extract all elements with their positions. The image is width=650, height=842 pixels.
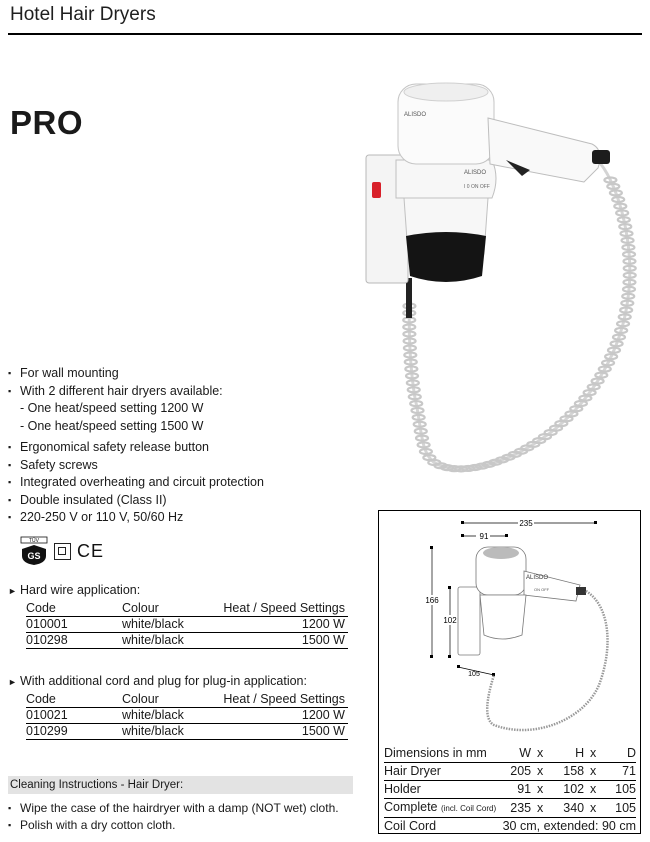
cleaning-item: ▪ Polish with a dry cotton cloth. (8, 817, 356, 834)
row-x: x (531, 781, 549, 799)
plug-in-heading (8, 674, 307, 688)
product-name: PRO (10, 104, 84, 141)
drawing-switch-text: ON OFF (534, 587, 550, 592)
arrow-icon: ► (8, 586, 17, 596)
dimension-drawing (414, 515, 636, 745)
photo-brand-mid: ALISDO (464, 170, 487, 176)
row-d: 105 (602, 799, 636, 818)
black-nozzle (406, 232, 486, 282)
hard-wire-table (26, 601, 348, 649)
code-cell: 010001 (26, 617, 122, 633)
feature-variant: - One heat/speed setting 1500 W (20, 418, 204, 433)
table-row (26, 617, 348, 633)
code-cell: 010298 (26, 633, 122, 649)
dimensions-header-row (384, 745, 636, 763)
header-x: x (531, 745, 549, 763)
plug-in-table (26, 692, 348, 740)
column-header: Colour (122, 692, 222, 708)
power-cell: 1200 W (222, 617, 348, 633)
feature-item: ▪ Integrated overheating and circuit protection (8, 474, 363, 492)
colour-cell: white/black (122, 708, 222, 724)
row-w: 235 (496, 799, 531, 818)
ce-mark-icon: CE (77, 540, 105, 561)
feature-item: ▪ Safety screws (8, 457, 363, 475)
cord-stub (406, 278, 412, 318)
feature-list (8, 365, 363, 527)
dim-depth: 105 (468, 671, 480, 678)
header-h: H (549, 745, 584, 763)
row-label: Holder (384, 781, 496, 799)
feature-item: ▪ 220-250 V or 110 V, 50/60 Hz (8, 509, 363, 527)
product-photo (360, 78, 645, 490)
photo-brand-top: ALISDO (404, 112, 427, 118)
header-divider (8, 33, 642, 35)
power-cell: 1500 W (222, 724, 348, 740)
column-header: Heat / Speed Settings (222, 601, 348, 617)
cleaning-item: ▪ Wipe the case of the hairdryer with a damp (NOT wet) cloth. (8, 800, 356, 817)
coil-value: 30 cm, extended: 90 cm (502, 819, 636, 833)
coil-cord-row (384, 818, 636, 836)
dim-height-holder: 102 (443, 616, 457, 625)
table-row (26, 633, 348, 649)
row-label-text: Complete (384, 800, 438, 814)
code-cell: 010299 (26, 724, 122, 740)
row-h: 158 (549, 763, 584, 781)
class-ii-icon (54, 543, 71, 560)
drawing-brand: ALISDO (526, 575, 549, 581)
feature-variant: - One heat/speed setting 1200 W (20, 401, 204, 415)
row-label: Hair Dryer (384, 763, 496, 781)
red-switch (372, 182, 381, 198)
row-x: x (531, 763, 549, 781)
feature-item: ▪ Double insulated (Class II) (8, 492, 363, 510)
hard-wire-heading-text: Hard wire application: (20, 583, 141, 597)
row-w: 205 (496, 763, 531, 781)
colour-cell: white/black (122, 633, 222, 649)
dim-width-total: 235 (519, 519, 533, 528)
row-w: 91 (496, 781, 531, 799)
cleaning-title: Cleaning Instructions - Hair Dryer: (8, 776, 353, 794)
svg-text:TÜV: TÜV (29, 538, 39, 544)
svg-text:GS: GS (27, 551, 41, 561)
power-cell: 1500 W (222, 633, 348, 649)
dimensions-header-label: Dimensions in mm (384, 745, 496, 763)
holder-ring (396, 160, 496, 198)
table-row (26, 708, 348, 724)
row-h: 340 (549, 799, 584, 818)
row-h: 102 (549, 781, 584, 799)
plug-in-heading-text: With additional cord and plug for plug-in application: (20, 674, 307, 688)
certification-marks (20, 536, 104, 566)
dimensions-row (384, 799, 636, 818)
row-d: 71 (602, 763, 636, 781)
page-header-title: Hotel Hair Dryers (10, 4, 156, 25)
header-d: D (602, 745, 636, 763)
header-w: W (496, 745, 531, 763)
feature-item: ▪ For wall mounting (8, 365, 363, 383)
photo-switch-text: I 0 ON OFF (464, 184, 490, 190)
row-x: x (584, 763, 602, 781)
dimensions-table (384, 745, 636, 835)
arrow-icon: ► (8, 677, 17, 687)
code-cell: 010021 (26, 708, 122, 724)
column-header: Code (26, 692, 122, 708)
cleaning-list (8, 800, 356, 834)
row-x: x (584, 799, 602, 818)
coil-label: Coil Cord (384, 819, 437, 833)
colour-cell: white/black (122, 724, 222, 740)
dimensions-row (384, 781, 636, 799)
dimensions-row (384, 763, 636, 781)
feature-item: ▪ Ergonomical safety release button (8, 439, 363, 457)
hard-wire-heading (8, 583, 140, 597)
handle-end (592, 150, 610, 164)
row-d: 105 (602, 781, 636, 799)
column-header: Code (26, 601, 122, 617)
colour-cell: white/black (122, 617, 222, 633)
feature-item: ▪ With 2 different hair dryers available: (8, 383, 363, 401)
table-row (26, 724, 348, 740)
dryer-handle (488, 118, 600, 182)
column-header: Heat / Speed Settings (222, 692, 348, 708)
row-label-note: (incl. Coil Cord) (440, 804, 497, 813)
row-x: x (531, 799, 549, 818)
column-header: Colour (122, 601, 222, 617)
row-label (384, 799, 496, 818)
header-x: x (584, 745, 602, 763)
row-x: x (584, 781, 602, 799)
dim-height-total: 166 (425, 596, 439, 605)
power-cell: 1200 W (222, 708, 348, 724)
gs-tuv-mark-icon (20, 536, 48, 566)
dim-width-holder: 91 (479, 532, 489, 541)
